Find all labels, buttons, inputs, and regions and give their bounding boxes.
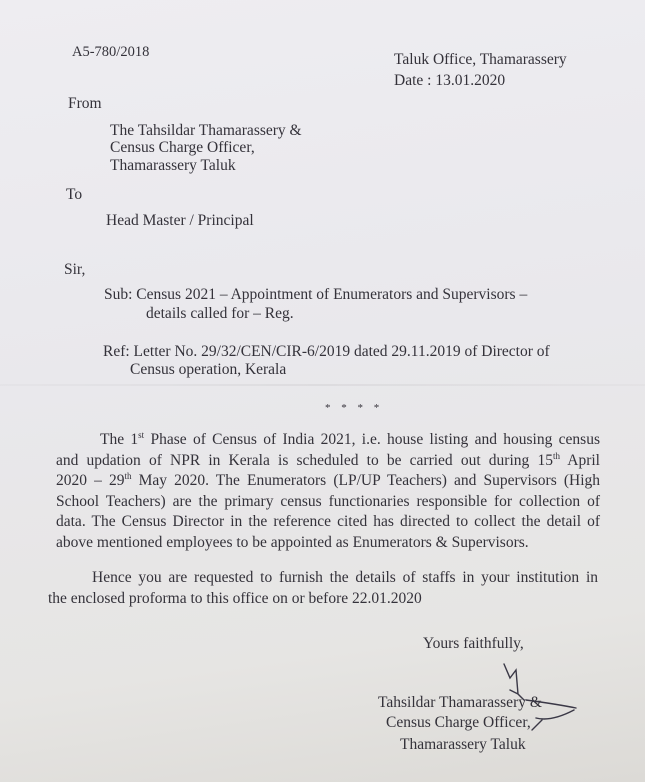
subject-line-2: details called for – Reg.	[146, 305, 294, 322]
closing: Yours faithfully,	[423, 635, 524, 652]
paragraph-1-line-6: above mentioned employees to be appointed as Enumerators & Supervisors.	[56, 533, 529, 551]
signature-mark	[496, 660, 586, 750]
paper-fold	[0, 384, 645, 386]
letter-date: Date : 13.01.2020	[394, 72, 506, 89]
salutation: Sir,	[64, 261, 86, 278]
from-line-3: Thamarassery Taluk	[110, 157, 236, 174]
reference-line-1: Ref: Letter No. 29/32/CEN/CIR-6/2019 dated 29.11.2019 of Director of	[103, 343, 550, 360]
signatory-line-2: Census Charge Officer,	[386, 714, 531, 731]
to-label: To	[66, 186, 83, 203]
paragraph-1-line-3: 2020 – 29th May 2020. The Enumerators (LP/UP Teachers) and Supervisors (High	[56, 471, 601, 490]
separator: * * * *	[325, 402, 384, 414]
subject-line-1: Sub: Census 2021 – Appointment of Enumerators and Supervisors –	[104, 286, 528, 303]
from-label: From	[68, 95, 102, 112]
paragraph-1-line-5: data. The Census Director in the reference cited has directed to collect the detail of	[56, 513, 600, 531]
paragraph-1-line-1: The 1st Phase of Census of India 2021, i.e. house listing and housing census	[100, 430, 600, 448]
from-line-1: The Tahsildar Thamarassery &	[110, 122, 302, 139]
signatory-line-3: Thamarassery Taluk	[400, 736, 526, 753]
paragraph-1	[56, 430, 600, 554]
file-number: A5-780/2018	[72, 44, 150, 60]
paragraph-1-line-4: School Teachers) are the primary census functionaries responsible for collection of	[56, 492, 600, 510]
reference-line-2: Census operation, Kerala	[130, 361, 287, 378]
paragraph-2-line-2: the enclosed proforma to this office on or before 22.01.2020	[48, 589, 422, 607]
from-line-2: Census Charge Officer,	[110, 139, 255, 156]
paragraph-2-line-1: Hence you are requested to furnish the details of staffs in your institution in	[92, 569, 598, 586]
signatory-line-1: Tahsildar Thamarassery &	[378, 694, 542, 711]
paragraph-1-line-2: and updation of NPR in Kerala is scheduled to be carried out during 15th April	[56, 450, 600, 469]
to-recipient: Head Master / Principal	[106, 212, 254, 229]
paragraph-2	[48, 568, 598, 609]
office-name: Taluk Office, Thamarassery	[394, 51, 567, 68]
